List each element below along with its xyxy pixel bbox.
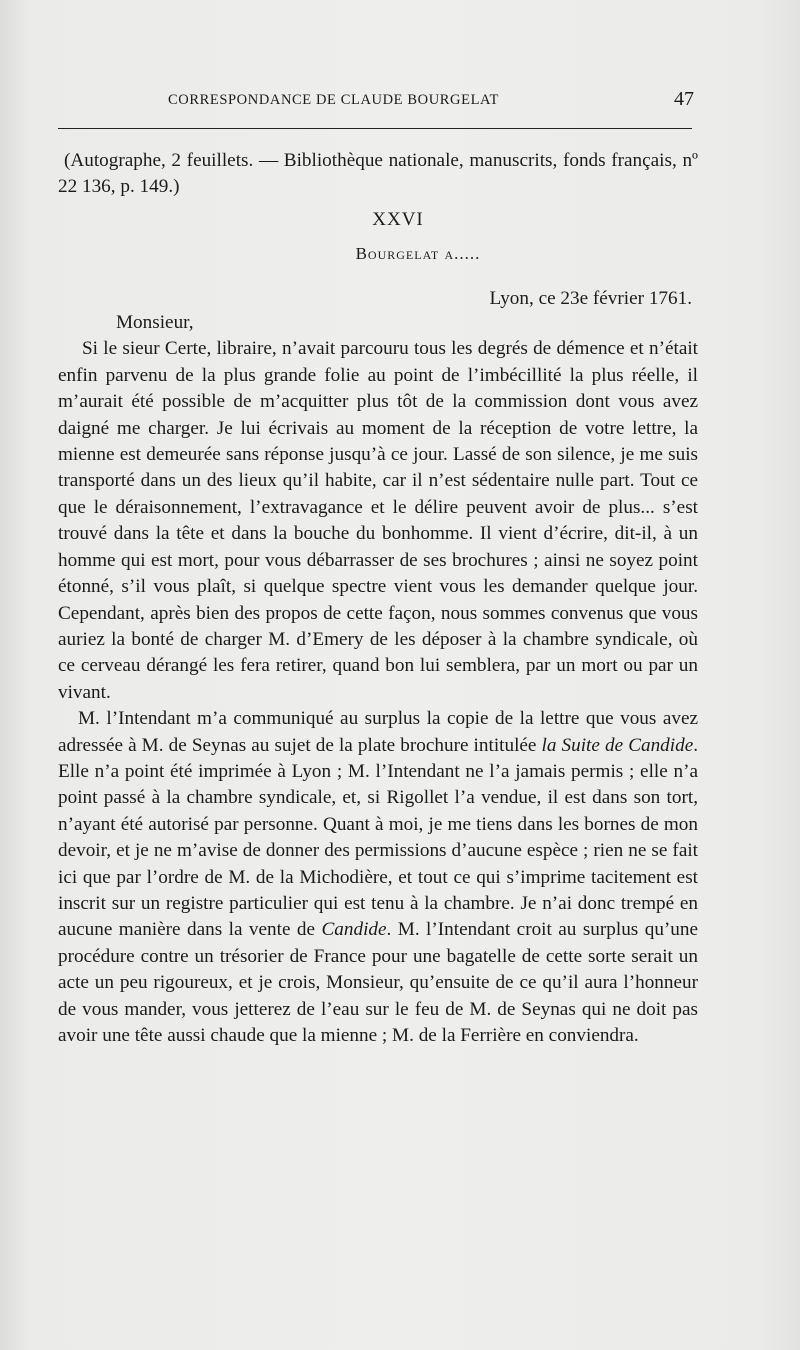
paragraph-2-part-2: . Elle n’a point été imprimée à Lyon ; M. l’Intendant ne l’a jamais permis ; elle n’a point passé à la chambre syndicale, et, si Rigollet l’a vendue, il est dans son tort, n’ayant été autorisé par personne. Quant à moi, je me tiens dans les bornes de mon devoir, et je ne m’avise de donner des permissions d’aucune espèce ; rien ne se fait ici que par l’ordre de M. de la Michodière, et tout ce qui s’imprime tacitement est inscrit sur un registre particulier qui est tenu à la chambre. Je n’ai donc trempé en aucune manière dans la vente de	[58, 734, 699, 941]
paragraph-2	[58, 706, 698, 1049]
source-note: (Autographe, 2 feuillets. — Bibliothèque nationale, manuscrits, fonds français, nº 22 136, p. 149.)	[58, 150, 698, 198]
letter-number: XXVI	[372, 208, 424, 230]
letter-heading: Bourgelat a.....	[355, 244, 481, 264]
paragraph-2-part-1: M. l’Intendant m’a communiqué au surplus la copie de la lettre que vous avez adressée à M. de Seynas au sujet de la plate brochure intitulée	[58, 708, 698, 756]
salutation: Monsieur,	[116, 312, 194, 334]
dateline: Lyon, ce 23e février 1761.	[489, 287, 692, 309]
book-title-suite-de-candide: la Suite de Candide	[541, 734, 694, 756]
paragraph-2-part-3: . M. l’Intendant croit au surplus qu’une procédure contre un trésorier de France pour une bagatelle de cette sorte serait un acte un peu rigoureux, et je crois, Monsieur, qu’ensuite de ce qu’il aura l’honneur de vous mander, vous jetterez de l’eau sur le feu de M. de Seynas qui ne doit pas avoir une tête aussi chaude que la mienne ; M. de la Ferrière en conviendra.	[58, 919, 699, 1046]
header-rule	[58, 128, 692, 129]
running-title: CORRESPONDANCE DE CLAUDE BOURGELAT	[168, 92, 499, 108]
running-head	[168, 88, 694, 114]
page-body	[58, 148, 698, 1049]
page-number: 47	[674, 88, 694, 110]
book-title-candide: Candide	[321, 919, 387, 941]
paragraph-1: Si le sieur Certe, libraire, n’avait parcouru tous les degrés de démence et n’était enfin parvenu de la plus grande folie au point de l’imbécillité la plus réelle, il m’aurait été possible de m’acquitter plus tôt de la commission dont vous avez daigné me charger. Je lui écrivais au moment de la réception de votre lettre, la mienne est demeurée sans réponse jusqu’à ce jour. Lassé de son silence, je me suis transporté dans un des lieux qu’il habite, car il n’est sédentaire nulle part. Tout ce que le déraisonnement, l’extravagance et le délire peuvent avoir de plus... s’est trouvé dans la tête et dans la bouche du bonhomme. Il vient d’écrire, dit-il, à un homme qui est mort, pour vous débarrasser de ses brochures ; ainsi ne soyez point étonné, s’il vous plaît, si quelque spectre vient vous les demander quelque jour. Cependant, après bien des propos de cette façon, nous sommes convenus que vous auriez la bonté de charger M. d’Emery de les déposer à la chambre syndicale, où ce cerveau dérangé les fera retirer, quand bon lui semblera, par un mort ou par un vivant.	[58, 338, 698, 703]
